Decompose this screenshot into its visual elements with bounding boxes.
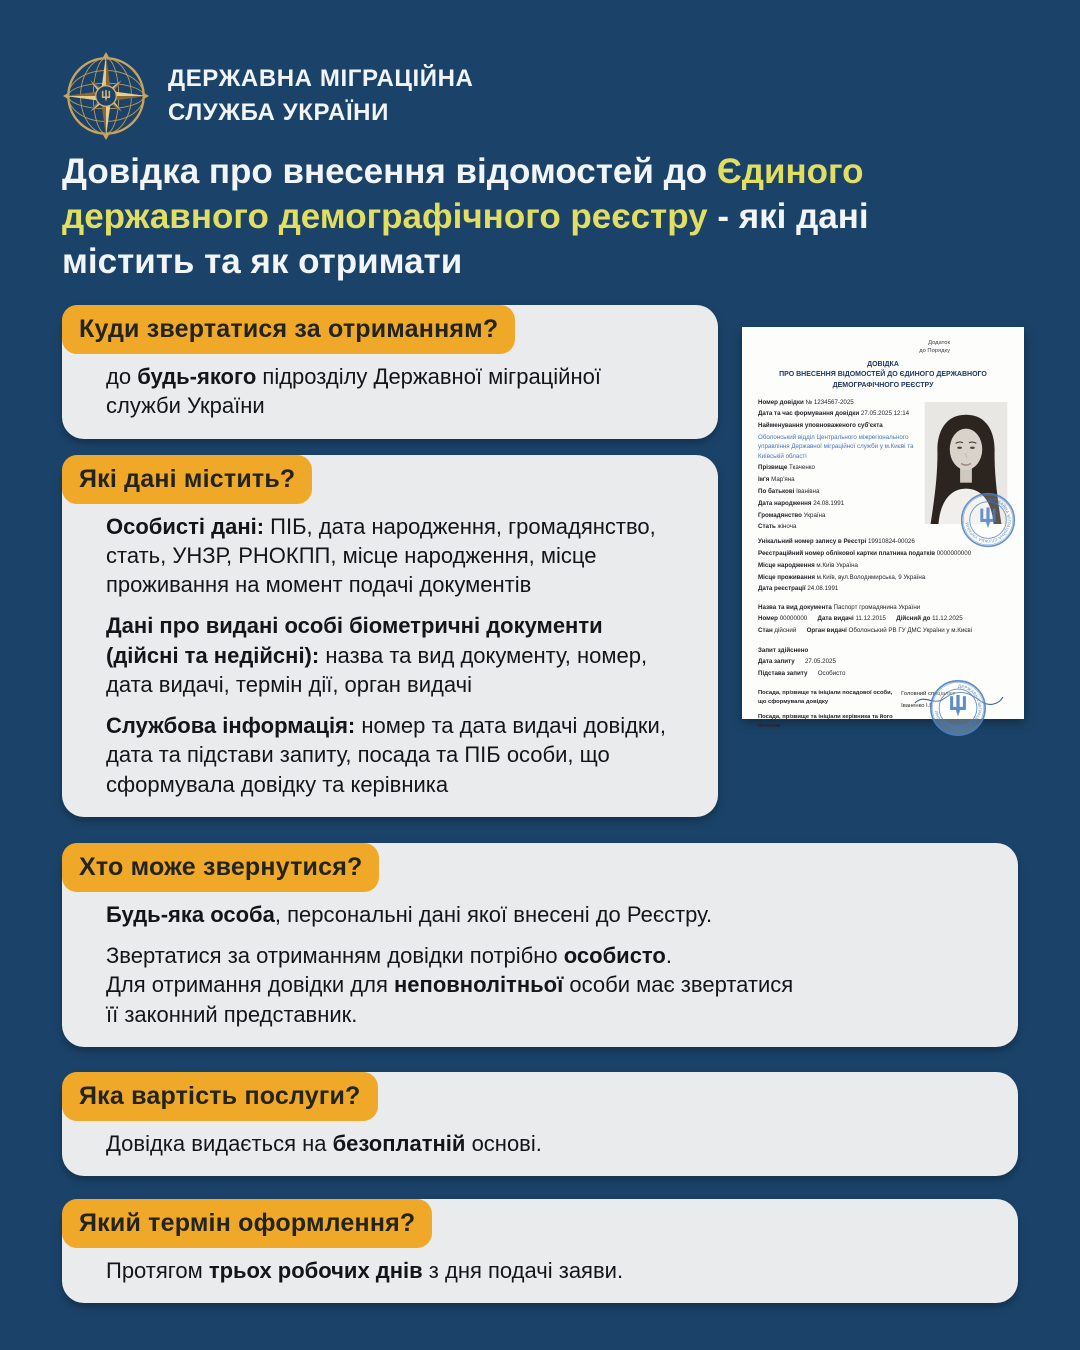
paragraph [758, 398, 915, 407]
paragraph [106, 362, 680, 421]
text-segment: державного демографічного реєстру [62, 196, 708, 236]
paragraph [758, 657, 1008, 666]
section-processing-time [62, 1199, 1018, 1303]
text-segment: 0000000000 [936, 550, 972, 557]
text-segment: особи має звертатися [563, 972, 794, 998]
text-segment: Головний спеціаліст [901, 691, 956, 698]
paragraph [106, 611, 680, 699]
text-segment: Особисто [807, 670, 846, 678]
text-segment: Дата та час формування довідки [758, 410, 861, 418]
doc-signature-labels [758, 689, 901, 736]
section-what-data [62, 455, 718, 817]
text-segment: дійсний [774, 627, 807, 635]
paragraph [758, 463, 915, 472]
round-seal-trident-icon [927, 677, 989, 739]
text-segment: Дата видачі [817, 615, 856, 623]
doc-corner-note: Додаток до Порядку [919, 340, 950, 355]
text-segment: Дата народження [758, 499, 814, 507]
text-segment: Місце народження [758, 561, 817, 569]
doc-request-fields [758, 646, 1008, 679]
text-segment: Посада, прізвище та ініціали посадової особи, що сформувала довідку [758, 690, 894, 706]
text-segment: безоплатній [332, 1130, 466, 1156]
text-segment: будь-якого [137, 364, 257, 389]
paragraph [106, 941, 980, 1029]
paragraph [758, 522, 915, 531]
text-segment: Оболонський відділ Центрального міжрегіонального управління Державної міграційної служби у м.Києві та Київській області [758, 434, 916, 460]
text-segment: Посада, прізвище та ініціали керівника та його печатка [758, 713, 895, 729]
text-segment: Службова інформація: [106, 713, 356, 738]
text-segment: Ім'я [758, 476, 772, 484]
text-segment: 00000000 [779, 615, 818, 623]
question-badge: Хто може звернутися? [62, 843, 379, 892]
question-badge: Який термін оформлення? [62, 1199, 432, 1248]
paragraph [758, 713, 901, 730]
text-segment: Іванівна [796, 488, 820, 496]
doc-person-fields [758, 398, 915, 535]
text-segment: неповнолітньої [394, 972, 564, 998]
text-segment: 24.08.1991 [807, 585, 839, 593]
paragraph [758, 475, 915, 484]
text-segment: трьох робочих днів [208, 1258, 423, 1283]
text-segment: Довідка видається на [106, 1130, 333, 1156]
paragraph [758, 614, 1008, 623]
text-segment: 27.05.2025 12:14 [860, 410, 910, 418]
text-segment: м.Київ Україна [816, 561, 858, 569]
text-segment: № 1234567-2025 [805, 398, 854, 406]
doc-document-fields [758, 603, 1008, 636]
answer-body [62, 892, 1018, 1047]
text-segment: Дійсний до [896, 615, 933, 623]
text-segment: Номер [758, 615, 780, 623]
paragraph [758, 584, 1008, 593]
org-name [168, 62, 474, 129]
paragraph [758, 511, 915, 520]
text-segment: містить та як отримати [62, 241, 463, 281]
answer-body [62, 354, 718, 439]
text-segment: По батькові [758, 488, 797, 496]
text-segment: жіноча [777, 523, 797, 531]
paragraph [758, 409, 915, 418]
round-seal-trident-icon [958, 490, 1018, 550]
page-title [62, 150, 1042, 284]
org-name-line1: ДЕРЖАВНА МІГРАЦІЙНА [168, 65, 474, 93]
text-segment: м.Київ, вул.Володимирська, 9 Україна [816, 573, 926, 581]
text-segment: ПІБ, дата народження, громадянство, стать, УНЗР, РНОКПП, місце народження, місце проживання на момент подачі документів [106, 513, 656, 597]
paragraph [62, 195, 1042, 240]
text-segment: Україна [803, 511, 826, 519]
text-segment: назва та вид документу, номер, дата видачі, термін дії, орган видачі [106, 642, 648, 697]
answer-body [62, 504, 718, 817]
text-segment: з дня подачі заяви. [422, 1258, 624, 1283]
text-segment: Дата запиту [758, 658, 795, 666]
dms-emblem-icon [62, 52, 150, 140]
text-segment: . [665, 943, 672, 968]
answer-body [62, 1121, 1018, 1176]
paragraph [758, 487, 915, 496]
text-segment: її законний представник. [106, 1001, 358, 1027]
text-segment: підрозділу Державної міграційної служби України [106, 364, 601, 419]
text-segment: Будь-яка особа [106, 901, 275, 927]
org-name-line2: СЛУЖБА УКРАЇНИ [168, 99, 389, 126]
question-badge: Які дані містить? [62, 455, 312, 504]
text-segment: Номер довідки [758, 398, 806, 406]
paragraph [106, 1256, 980, 1285]
doc-photo-area [924, 402, 1012, 544]
text-segment: Іваненко І.І. [901, 702, 933, 709]
section-service-cost [62, 1072, 1018, 1176]
paragraph [758, 603, 1008, 612]
paragraph [758, 646, 1008, 655]
text-segment: основі. [465, 1130, 542, 1156]
text-segment: Довідка про внесення відомостей до [62, 152, 717, 191]
paragraph [758, 499, 915, 508]
paragraph [106, 1129, 980, 1158]
text-segment: Єдиного [716, 152, 864, 191]
paragraph [758, 561, 1008, 570]
question-badge: Куди звертатися за отриманням? [62, 305, 515, 354]
text-segment: Реєстраційний номер облікової картки платника податків [758, 550, 937, 557]
text-segment: особисто [563, 943, 666, 968]
text-segment: Назва та вид документа [758, 603, 834, 611]
paragraph [758, 549, 1008, 558]
answer-body [62, 1248, 1018, 1303]
text-segment: Мар'яна [771, 476, 795, 484]
text-segment: Запит здійснено [758, 646, 809, 654]
content [62, 305, 1018, 1303]
doc-title: ДОВІДКА ПРО ВНЕСЕННЯ ВІДОМОСТЕЙ ДО ЄДИНОГО ДЕРЖАВНОГО ДЕМОГРАФІЧНОГО РЕЄСТРУ [779, 361, 987, 389]
text-segment: Особисті дані: [106, 513, 265, 539]
header-brand [62, 52, 474, 140]
text-segment: Місце проживання [758, 573, 817, 581]
text-segment: Громадянство [758, 511, 804, 519]
text-segment: Звертатися за отриманням довідки потрібно [106, 943, 564, 968]
text-segment: Стан [758, 627, 775, 635]
text-segment: Унікальний номер запису в Реєстрі [758, 538, 868, 546]
paragraph [62, 150, 1042, 195]
doc-official-block [901, 684, 1008, 736]
paragraph [758, 433, 915, 461]
text-segment: 27.05.2025 [794, 658, 836, 666]
svg-text:ДЕРЖАВНА МІГРАЦІЙНА СЛУЖБА УКР: ДЕРЖАВНА МІГРАЦІЙНА СЛУЖБА УКРАЇНИ [933, 684, 983, 733]
paragraph [106, 512, 680, 600]
section-who-can-apply [62, 843, 1018, 1047]
paragraph [106, 711, 680, 799]
text-segment: - які дані [707, 196, 869, 236]
text-segment: Ткаченко [789, 464, 815, 472]
text-segment: Паспорт громадянина України [833, 603, 921, 611]
text-segment: Дата реєстрації [758, 585, 808, 593]
paragraph [758, 689, 901, 706]
text-segment: номер та дата видачі довідки, дата та підстави запиту, посада та ПІБ особи, що сформувала довідку та керівника [106, 713, 666, 797]
certificate-preview [742, 327, 1024, 733]
text-segment: Стать [758, 523, 778, 531]
paragraph [758, 626, 1008, 635]
text-segment: Для отримання довідки для [106, 972, 395, 998]
text-segment: , персональні дані якої внесені до Реєстру. [274, 901, 713, 927]
text-segment: 11.12.2025 [932, 615, 963, 623]
text-segment: 19910824-00026 [867, 538, 915, 546]
paragraph [758, 421, 915, 430]
text-segment: Дані про видані особі біометричні документи (дійсні та недійсні): [106, 613, 603, 668]
text-segment: Орган видачі [806, 627, 849, 635]
text-segment: до [106, 364, 138, 389]
section-where-to-apply [62, 305, 718, 439]
text-segment: 11.12.2015 [855, 615, 897, 623]
text-segment: 24.08.1991 [813, 499, 845, 507]
text-segment: Підстава запиту [758, 670, 808, 678]
text-segment: Протягом [106, 1258, 209, 1283]
question-badge: Яка вартість послуги? [62, 1072, 378, 1121]
paragraph [106, 900, 980, 929]
paragraph [62, 240, 1042, 285]
text-segment: Найменування уповноваженого суб'єкта [758, 422, 883, 430]
text-segment: Оболонський РВ ГУ ДМС України у м.Києві [848, 627, 973, 635]
paragraph [758, 573, 1008, 582]
svg-text:ДЕРЖАВНА МІГРАЦІЙНА СЛУЖБА УКР: ДЕРЖАВНА МІГРАЦІЙНА СЛУЖБА УКРАЇНИ [964, 496, 1012, 544]
text-segment: Прізвище [758, 464, 790, 472]
